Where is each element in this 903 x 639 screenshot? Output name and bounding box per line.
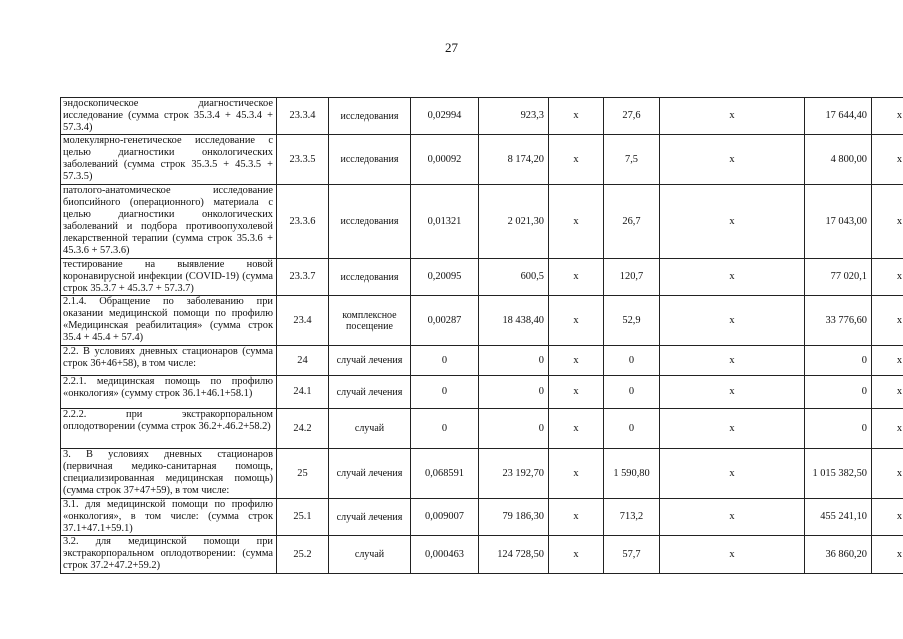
row-unit: случай лечения xyxy=(329,449,411,499)
row-name: 2.2.1. медицинская помощь по профилю «онкология» (сумму строк 36.1+46.1+58.1) xyxy=(61,376,277,409)
row-name: патолого-анатомическое исследование биопсийного (операционного) материала с целью диагностики онкологических заболеваний и подбора противоопухолевой лекарственной терапии (сумма строк 35.3.6 + 45.3.6 + 57.3.6) xyxy=(61,185,277,259)
row-total: 4 800,00 xyxy=(805,135,872,185)
row-cost: 923,3 xyxy=(479,98,549,135)
table-row xyxy=(61,98,903,135)
row-norm: 0 xyxy=(411,376,479,409)
row-cost: 0 xyxy=(479,376,549,409)
row-x2: х xyxy=(660,409,805,449)
row-x3: х xyxy=(872,296,903,346)
row-unit: случай лечения xyxy=(329,376,411,409)
row-x1: х xyxy=(549,98,604,135)
row-per-capita: 0 xyxy=(604,409,660,449)
row-norm: 0,02994 xyxy=(411,98,479,135)
row-code: 23.3.6 xyxy=(277,185,329,259)
row-per-capita: 57,7 xyxy=(604,536,660,574)
row-per-capita: 713,2 xyxy=(604,499,660,536)
row-x3: х xyxy=(872,449,903,499)
row-total: 77 020,1 xyxy=(805,259,872,296)
table-row xyxy=(61,259,903,296)
row-x3: х xyxy=(872,536,903,574)
row-total: 17 644,40 xyxy=(805,98,872,135)
row-cost: 79 186,30 xyxy=(479,499,549,536)
row-total: 36 860,20 xyxy=(805,536,872,574)
row-code: 24.2 xyxy=(277,409,329,449)
row-code: 23.3.7 xyxy=(277,259,329,296)
row-cost: 18 438,40 xyxy=(479,296,549,346)
row-per-capita: 27,6 xyxy=(604,98,660,135)
row-x2: х xyxy=(660,346,805,376)
row-total: 0 xyxy=(805,376,872,409)
row-code: 24.1 xyxy=(277,376,329,409)
row-norm: 0,01321 xyxy=(411,185,479,259)
row-x1: х xyxy=(549,296,604,346)
row-cost: 2 021,30 xyxy=(479,185,549,259)
row-name: 3. В условиях дневных стационаров (первичная медико-санитарная помощь, специализированная медицинская помощь) (сумма строк 37+47+59), в том числе: xyxy=(61,449,277,499)
row-unit: исследования xyxy=(329,259,411,296)
row-per-capita: 1 590,80 xyxy=(604,449,660,499)
row-per-capita: 7,5 xyxy=(604,135,660,185)
row-x2: х xyxy=(660,259,805,296)
row-name: эндоскопическое диагностическое исследование (сумма строк 35.3.4 + 45.3.4 + 57.3.4) xyxy=(61,98,277,135)
table-row xyxy=(61,185,903,259)
table-body xyxy=(61,98,903,574)
row-x2: х xyxy=(660,135,805,185)
row-norm: 0,009007 xyxy=(411,499,479,536)
row-norm: 0,00092 xyxy=(411,135,479,185)
row-cost: 600,5 xyxy=(479,259,549,296)
row-name: молекулярно-генетическое исследование с целью диагностики онкологических заболеваний (сумма строк 35.3.5 + 45.3.5 + 57.3.5) xyxy=(61,135,277,185)
row-x2: х xyxy=(660,185,805,259)
row-per-capita: 26,7 xyxy=(604,185,660,259)
table-row xyxy=(61,409,903,449)
row-name: тестирование на выявление новой коронавирусной инфекции (COVID-19) (сумма строк 35.3.7 + 45.3.7 + 57.3.7) xyxy=(61,259,277,296)
row-code: 23.3.5 xyxy=(277,135,329,185)
row-x1: х xyxy=(549,499,604,536)
row-name: 2.1.4. Обращение по заболеванию при оказании медицинской помощи по профилю «Медицинская реабилитация» (сумма строк 35.4 + 45.4 + 57.4) xyxy=(61,296,277,346)
row-x2: х xyxy=(660,536,805,574)
row-per-capita: 120,7 xyxy=(604,259,660,296)
row-norm: 0,000463 xyxy=(411,536,479,574)
table-row xyxy=(61,449,903,499)
row-unit: случай лечения xyxy=(329,499,411,536)
row-cost: 0 xyxy=(479,346,549,376)
row-code: 25.2 xyxy=(277,536,329,574)
row-total: 0 xyxy=(805,346,872,376)
row-x2: х xyxy=(660,376,805,409)
row-code: 23.4 xyxy=(277,296,329,346)
row-per-capita: 52,9 xyxy=(604,296,660,346)
row-x3: х xyxy=(872,259,903,296)
row-unit: исследования xyxy=(329,98,411,135)
row-x2: х xyxy=(660,296,805,346)
row-code: 23.3.4 xyxy=(277,98,329,135)
row-cost: 0 xyxy=(479,409,549,449)
row-unit: исследования xyxy=(329,135,411,185)
row-unit: исследования xyxy=(329,185,411,259)
row-x1: х xyxy=(549,259,604,296)
row-cost: 8 174,20 xyxy=(479,135,549,185)
row-code: 25 xyxy=(277,449,329,499)
row-name: 2.2.2. при экстракорпоральном оплодотворении (сумма строк 36.2+.46.2+58.2) xyxy=(61,409,277,449)
table-row xyxy=(61,376,903,409)
data-table xyxy=(60,97,903,574)
row-name: 3.1. для медицинской помощи по профилю «онкология», в том числе: (сумма строк 37.1+47.1+59.1) xyxy=(61,499,277,536)
page-number: 27 xyxy=(445,40,458,55)
table-row xyxy=(61,296,903,346)
row-name: 3.2. для медицинской помощи при экстракорпоральном оплодотворении: (сумма строк 37.2+47.2+59.2) xyxy=(61,536,277,574)
row-name: 2.2. В условиях дневных стационаров (сумма строк 36+46+58), в том числе: xyxy=(61,346,277,376)
row-total: 33 776,60 xyxy=(805,296,872,346)
row-cost: 124 728,50 xyxy=(479,536,549,574)
row-x3: х xyxy=(872,376,903,409)
row-x1: х xyxy=(549,135,604,185)
row-x1: х xyxy=(549,409,604,449)
table-row xyxy=(61,346,903,376)
row-total: 17 043,00 xyxy=(805,185,872,259)
row-cost: 23 192,70 xyxy=(479,449,549,499)
row-norm: 0,20095 xyxy=(411,259,479,296)
row-unit: случай xyxy=(329,409,411,449)
row-x3: х xyxy=(872,185,903,259)
row-x1: х xyxy=(549,536,604,574)
row-x3: х xyxy=(872,409,903,449)
row-per-capita: 0 xyxy=(604,346,660,376)
row-x2: х xyxy=(660,449,805,499)
row-norm: 0,068591 xyxy=(411,449,479,499)
row-total: 0 xyxy=(805,409,872,449)
table-row xyxy=(61,536,903,574)
row-x3: х xyxy=(872,98,903,135)
row-unit: случай xyxy=(329,536,411,574)
row-x3: х xyxy=(872,346,903,376)
row-total: 1 015 382,50 xyxy=(805,449,872,499)
row-norm: 0,00287 xyxy=(411,296,479,346)
table-row xyxy=(61,135,903,185)
row-norm: 0 xyxy=(411,409,479,449)
row-code: 25.1 xyxy=(277,499,329,536)
row-x3: х xyxy=(872,499,903,536)
row-per-capita: 0 xyxy=(604,376,660,409)
row-x2: х xyxy=(660,499,805,536)
row-x3: х xyxy=(872,135,903,185)
row-x1: х xyxy=(549,185,604,259)
row-unit: комплексное посещение xyxy=(329,296,411,346)
row-x1: х xyxy=(549,376,604,409)
table-row xyxy=(61,499,903,536)
row-x1: х xyxy=(549,346,604,376)
row-x2: х xyxy=(660,98,805,135)
row-x1: х xyxy=(549,449,604,499)
row-unit: случай лечения xyxy=(329,346,411,376)
row-total: 455 241,10 xyxy=(805,499,872,536)
row-norm: 0 xyxy=(411,346,479,376)
row-code: 24 xyxy=(277,346,329,376)
